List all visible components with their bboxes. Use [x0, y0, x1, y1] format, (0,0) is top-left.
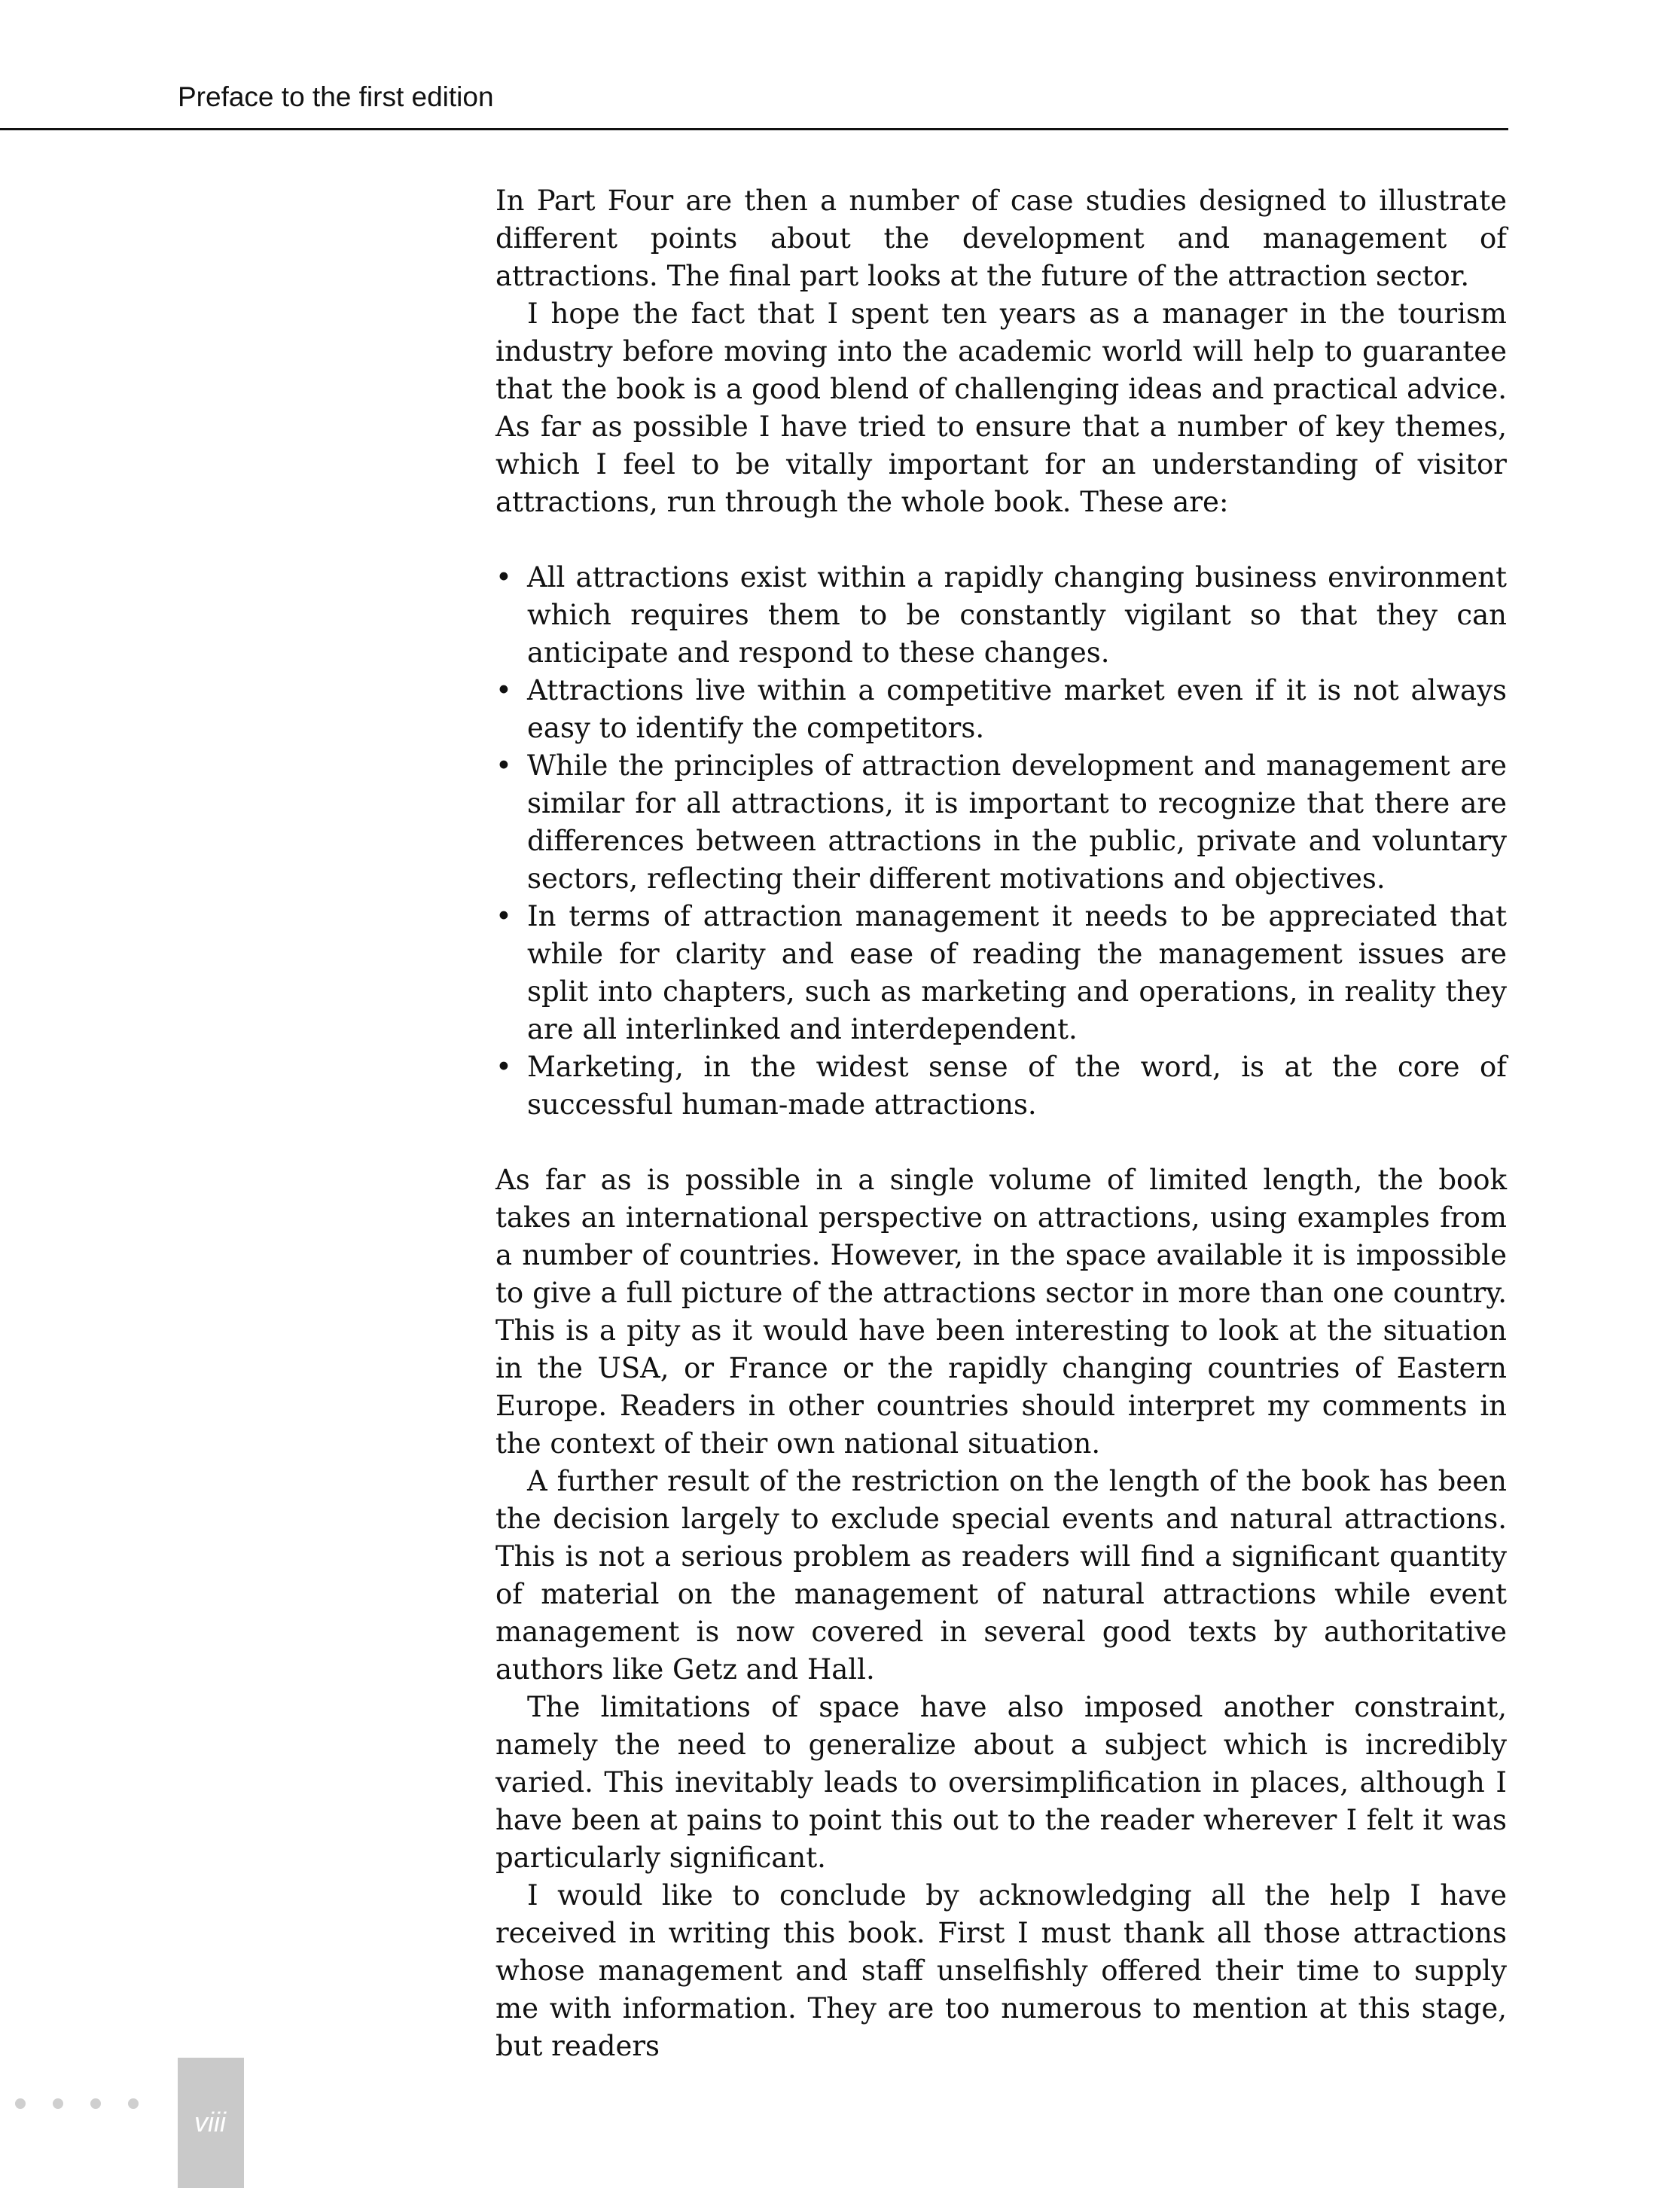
paragraph-part-four: In Part Four are then a number of case studies designed to illustrate different points about the development and management of attractions. The final part looks at the future of the attraction sector. — [495, 185, 1507, 292]
running-head: Preface to the first edition — [178, 81, 494, 112]
list-item — [495, 672, 1507, 747]
bullet-icon: • — [495, 674, 512, 706]
bullet-icon: • — [495, 1051, 512, 1083]
bullet-icon: • — [495, 749, 512, 782]
bullet-icon: • — [495, 561, 512, 594]
page-number: viii — [194, 2107, 226, 2138]
paragraph-space-limitations: The limitations of space have also imposed another constraint, namely the need to generalize about a subject which is incredibly varied. This inevitably leads to oversimplification in places, although I have been at pains to point this out to the reader wherever I felt it was particularly significant. — [495, 1691, 1507, 1874]
header-rule — [0, 128, 1508, 130]
dot-icon — [128, 2098, 139, 2109]
paragraph-length-restriction: A further result of the restriction on the length of the book has been the decision largely to exclude special events and natural attractions. This is not a serious problem as readers will find a significant quantity of material on the management of natural attractions while event management is now covered in several good texts by authoritative authors like Getz and Hall. — [495, 1465, 1507, 1686]
list-item — [495, 559, 1507, 672]
paragraph-acknowledgements: I would like to conclude by acknowledging all the help I have received in writing this book. First I must thank all those attractions whose management and staff unselfishly offered their time to supply me with information. They are too numerous to mention at this stage, but readers — [495, 1879, 1507, 2062]
list-item — [495, 747, 1507, 898]
list-item-text: While the principles of attraction development and management are similar for all attractions, it is important to recognize that there are differences between attractions in the public, private and voluntary sectors, reflecting their different motivations and objectives. — [527, 749, 1507, 895]
list-item — [495, 898, 1507, 1048]
list-item-text: Attractions live within a competitive market even if it is not always easy to identify the competitors. — [527, 674, 1507, 744]
paragraph-key-themes-intro: I hope the fact that I spent ten years as a manager in the tourism industry before moving into the academic world will help to guarantee that the book is a good blend of challenging ideas and practical advice. As far as possible I have tried to ensure that a number of key themes, which I feel to be vitally important for an understanding of visitor attractions, run through the whole book. These are: — [495, 298, 1507, 518]
dot-icon — [53, 2098, 63, 2109]
key-themes-list — [495, 559, 1507, 1124]
dot-icon — [90, 2098, 101, 2109]
dot-icon — [15, 2098, 26, 2109]
list-item-text: Marketing, in the widest sense of the word, is at the core of successful human-made attractions. — [527, 1051, 1507, 1121]
main-text — [495, 182, 1507, 2065]
bullet-icon: • — [495, 900, 512, 932]
paragraph-international-perspective: As far as is possible in a single volume of limited length, the book takes an international perspective on attractions, using examples from a number of countries. However, in the space available it is impossible to give a full picture of the attractions sector in more than one country. This is a pity as it would have been interesting to look at the situation in the USA, or France or the rapidly changing countries of Eastern Europe. Readers in other countries should interpret my comments in the context of their own national situation. — [495, 1164, 1507, 1460]
list-item-text: In terms of attraction management it needs to be appreciated that while for clarity and ease of reading the management issues are split into chapters, such as marketing and operations, in reality they are all interlinked and interdependent. — [527, 900, 1507, 1045]
list-item-text: All attractions exist within a rapidly changing business environment which requires them to be constantly vigilant so that they can anticipate and respond to these changes. — [527, 561, 1507, 669]
list-item — [495, 1048, 1507, 1124]
